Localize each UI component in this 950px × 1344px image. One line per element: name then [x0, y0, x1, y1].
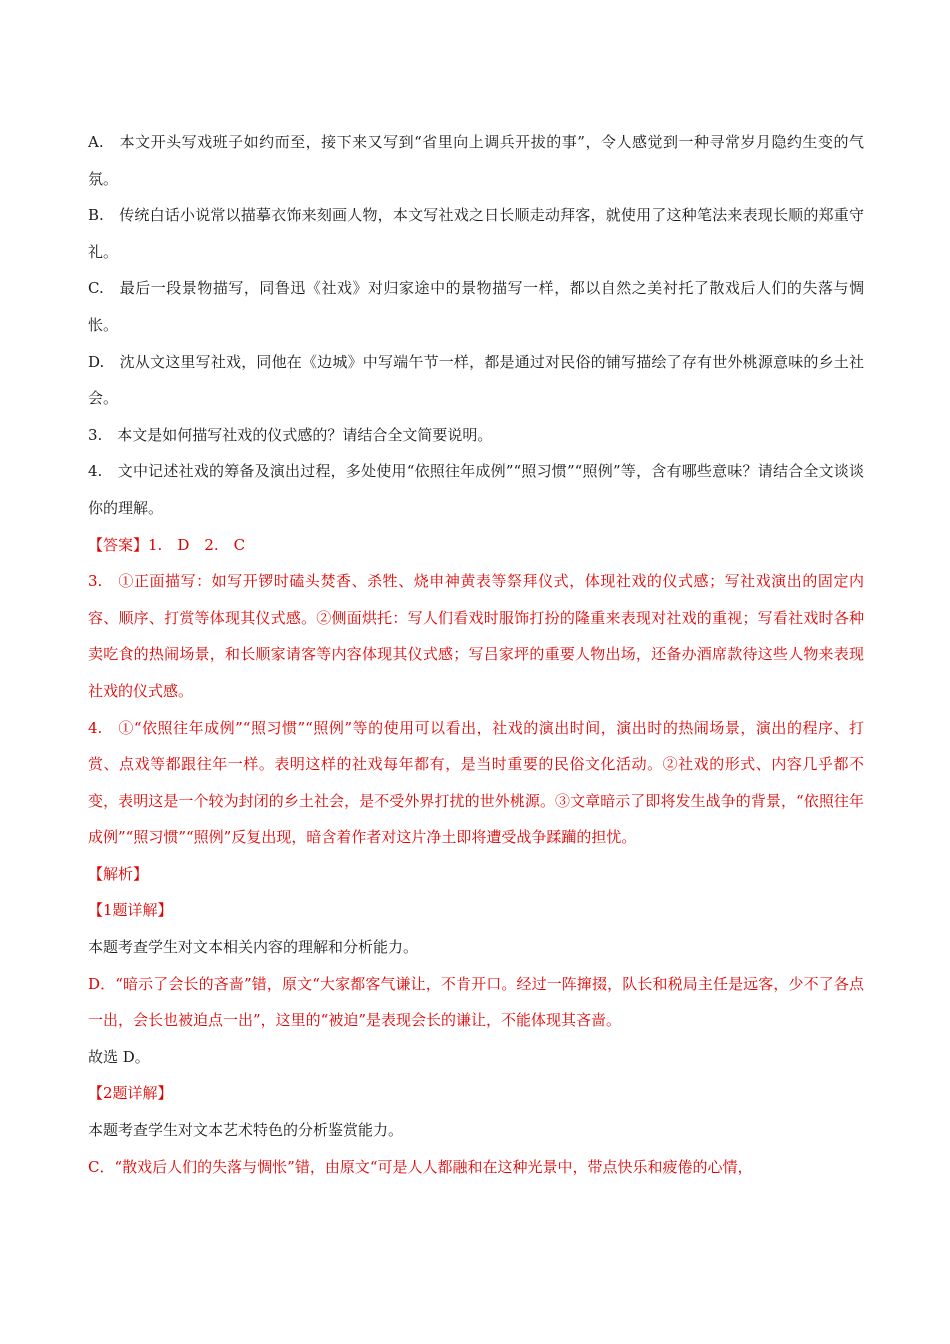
answer-label: 【答案】 [88, 535, 149, 554]
q1-intro: 本题考查学生对文本相关内容的理解和分析能力。 [88, 938, 419, 957]
answer-4: 4. ①“依照往年成例”“照习惯”“照例”等的使用可以看出，社戏的演出时间，演出时的热闹场景，演出的程序、打赏、点戏等都跟往年一样。表明这样的社戏每年都有，是当时重要的民俗文化活动。②社戏的形式、内容几乎都不变，表明这是一个较为封闭的乡土社会，是不受外界打扰的世外桃源。③文章暗示了即将发生战争的背景，“依照往年成例”“照习惯”“照例”反复出现，暗含着作者对这片净土即将遭受战争蹂躏的担忧。 [88, 718, 864, 847]
q2-detail: C．“散戏后人们的失落与惆怅”错，由原文“可是人人都融和在这种光景中，带点快乐和疲倦的心情， [88, 1157, 753, 1176]
option-b: B. 传统白话小说常以描摹衣饰来刻画人物，本文写社戏之日长顺走动拜客，就使用了这种笔法来表现长顺的郑重守礼。 [88, 206, 864, 261]
option-c: C. 最后一段景物描写，同鲁迅《社戏》对归家途中的景物描写一样，都以自然之美衬托了散戏后人们的失落与惆怅。 [88, 279, 864, 334]
answer-mc: 1. D 2. C [148, 535, 246, 554]
q2-intro: 本题考查学生对文本艺术特色的分析鉴赏能力。 [88, 1121, 404, 1140]
q2-detail-label: 【2题详解】 [88, 1084, 173, 1103]
q1-detail-label: 【1题详解】 [88, 901, 173, 920]
question-4: 4. 文中记述社戏的筹备及演出过程，多处使用“依照往年成例”“照习惯”“照例”等，含有哪些意味？请结合全文谈谈你的理解。 [88, 462, 864, 517]
question-3: 3. 本文是如何描写社戏的仪式感的？请结合全文简要说明。 [88, 425, 493, 444]
q1-detail: D．“暗示了会长的吝啬”错，原文“大家都客气谦让，不肯开口。经过一阵撺掇，队长和税局主任是远客，少不了各点一出，会长也被迫点一出”，这里的“被迫”是表现会长的谦让，不能体现其吝啬。 [88, 974, 864, 1030]
analysis-label: 【解析】 [88, 864, 149, 883]
answer-3: 3. ①正面描写：如写开锣时磕头焚香、杀牲、烧申神黄表等祭拜仪式，体现社戏的仪式感；写社戏演出的固定内容、顺序、打赏等体现其仪式感。②侧面烘托：写人们看戏时服饰打扮的隆重来表现对社戏的重视；写看社戏时各种卖吃食的热闹场景，和长顺家请客等内容体现其仪式感；写吕家坪的重要人物出场，还备办酒席款待这些人物来表现社戏的仪式感。 [88, 572, 864, 700]
option-d: D. 沈从文这里写社戏，同他在《边城》中写端午节一样，都是通过对民俗的铺写描绘了存有世外桃源意味的乡土社会。 [88, 352, 864, 408]
answer-line [88, 527, 864, 564]
q1-conclusion: 故选 D。 [88, 1047, 150, 1066]
option-a: A. 本文开头写戏班子如约而至，接下来又写到“省里向上调兵开拔的事”，令人感觉到一种寻常岁月隐约生变的气氛。 [88, 133, 864, 188]
